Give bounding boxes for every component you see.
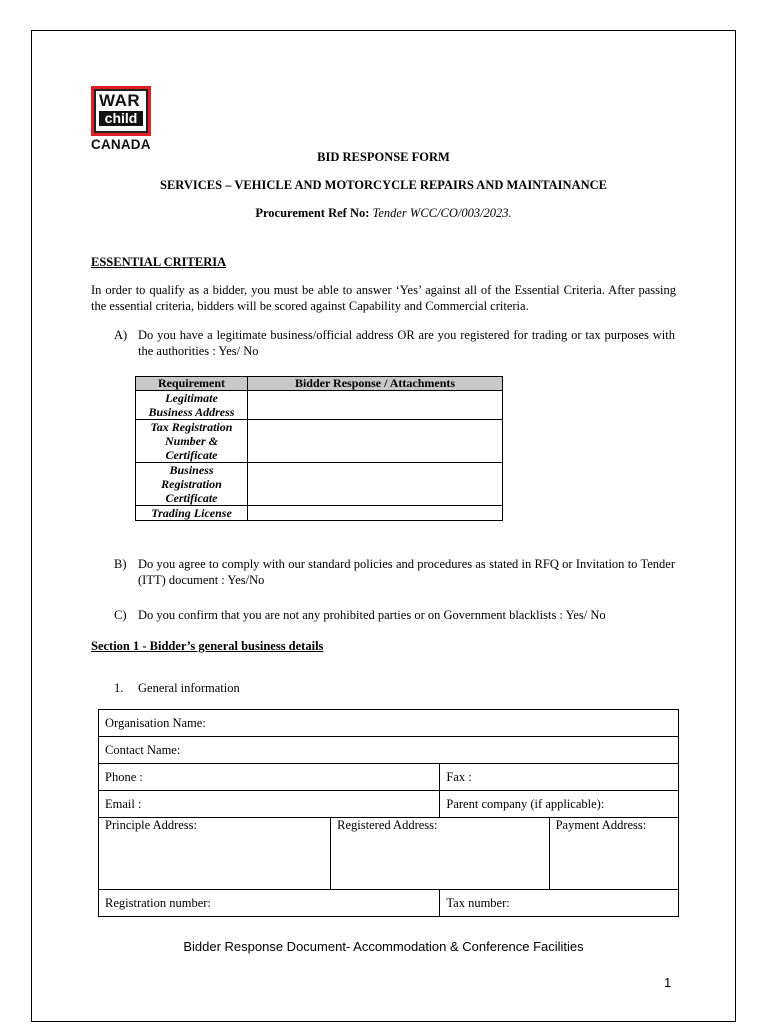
question-b-text: Do you agree to comply with our standard policies and procedures as stated in RFQ or Invitation to Tender (ITT) document : Yes/No bbox=[138, 557, 675, 587]
procurement-ref-value: Tender WCC/CO/003/2023. bbox=[372, 206, 512, 220]
logo-mark bbox=[91, 86, 151, 136]
table-row bbox=[136, 420, 503, 463]
principle-address-field[interactable]: Principle Address: bbox=[99, 818, 331, 890]
phone-field[interactable]: Phone : bbox=[99, 764, 440, 791]
war-child-canada-logo bbox=[91, 86, 157, 152]
table-row bbox=[99, 791, 679, 818]
essential-criteria-intro: In order to qualify as a bidder, you must be able to answer ‘Yes’ against all of the Essential Criteria. After passing the essential criteria, bidders will be scored against Capability and Commercial criteria. bbox=[91, 283, 676, 313]
contact-name-field[interactable]: Contact Name: bbox=[99, 737, 679, 764]
question-a-letter: A) bbox=[114, 328, 128, 342]
bidder-response-cell[interactable] bbox=[248, 420, 503, 463]
parent-company-field[interactable]: Parent company (if applicable): bbox=[440, 791, 679, 818]
question-c-letter: C) bbox=[114, 608, 127, 622]
logo-word-war: WAR bbox=[99, 91, 141, 110]
procurement-ref-label: Procurement Ref No: bbox=[255, 206, 370, 220]
table-row bbox=[99, 764, 679, 791]
essential-requirements-table bbox=[135, 376, 503, 521]
registered-address-field[interactable]: Registered Address: bbox=[331, 818, 549, 890]
requirement-business-registration bbox=[136, 463, 248, 506]
requirement-line: Business Address bbox=[148, 405, 235, 419]
bidder-response-cell[interactable] bbox=[248, 391, 503, 420]
page-footer: Bidder Response Document- Accommodation & Conference Facilities bbox=[183, 939, 584, 954]
page-number: 1 bbox=[664, 975, 672, 990]
bidder-response-cell[interactable] bbox=[248, 506, 503, 521]
column-header-requirement: Requirement bbox=[136, 377, 248, 391]
logo-word-canada: CANADA bbox=[91, 137, 151, 152]
logo-word-child: child bbox=[99, 111, 143, 126]
table-row bbox=[136, 391, 503, 420]
table-row bbox=[99, 737, 679, 764]
requirement-line: Business bbox=[169, 463, 214, 477]
table-row bbox=[99, 818, 679, 890]
table-row bbox=[99, 890, 679, 917]
requirement-line: Registration bbox=[161, 477, 222, 491]
general-info-number: 1. bbox=[114, 681, 124, 695]
question-c-text: Do you confirm that you are not any prohibited parties or on Government blacklists : Yes/ No bbox=[138, 608, 606, 622]
section-1-heading: Section 1 - Bidder’s general business details bbox=[91, 639, 324, 653]
form-title: BID RESPONSE FORM bbox=[317, 150, 450, 164]
question-a-text: Do you have a legitimate business/official address OR are you registered for trading or tax purposes with the authorities : Yes/ No bbox=[138, 328, 675, 358]
table-row bbox=[136, 506, 503, 521]
requirement-tax-registration bbox=[136, 420, 248, 463]
general-info-label: General information bbox=[138, 681, 240, 695]
procurement-ref bbox=[91, 205, 676, 221]
form-subtitle: SERVICES – VEHICLE AND MOTORCYCLE REPAIRS AND MAINTAINANCE bbox=[160, 178, 607, 192]
table-row bbox=[99, 710, 679, 737]
requirement-line: Certificate bbox=[165, 448, 218, 462]
requirement-line: Certificate bbox=[165, 491, 218, 505]
requirement-trading-license bbox=[136, 506, 248, 521]
table-row bbox=[136, 463, 503, 506]
tax-number-field[interactable]: Tax number: bbox=[440, 890, 679, 917]
requirement-legitimate-address bbox=[136, 391, 248, 420]
question-b-letter: B) bbox=[114, 557, 127, 571]
fax-field[interactable]: Fax : bbox=[440, 764, 679, 791]
requirement-line: Trading License bbox=[151, 506, 232, 520]
requirement-line: Legitimate bbox=[165, 391, 218, 405]
requirement-line: Tax Registration bbox=[150, 420, 233, 434]
payment-address-field[interactable]: Payment Address: bbox=[549, 818, 678, 890]
bidder-response-cell[interactable] bbox=[248, 463, 503, 506]
organisation-name-field[interactable]: Organisation Name: bbox=[99, 710, 679, 737]
essential-criteria-heading: ESSENTIAL CRITERIA bbox=[91, 255, 227, 269]
requirement-line: Number & bbox=[164, 434, 218, 448]
table-header-row bbox=[136, 377, 503, 391]
general-information-table bbox=[98, 709, 679, 917]
registration-number-field[interactable]: Registration number: bbox=[99, 890, 440, 917]
email-field[interactable]: Email : bbox=[99, 791, 440, 818]
column-header-bidder-response: Bidder Response / Attachments bbox=[248, 377, 503, 391]
